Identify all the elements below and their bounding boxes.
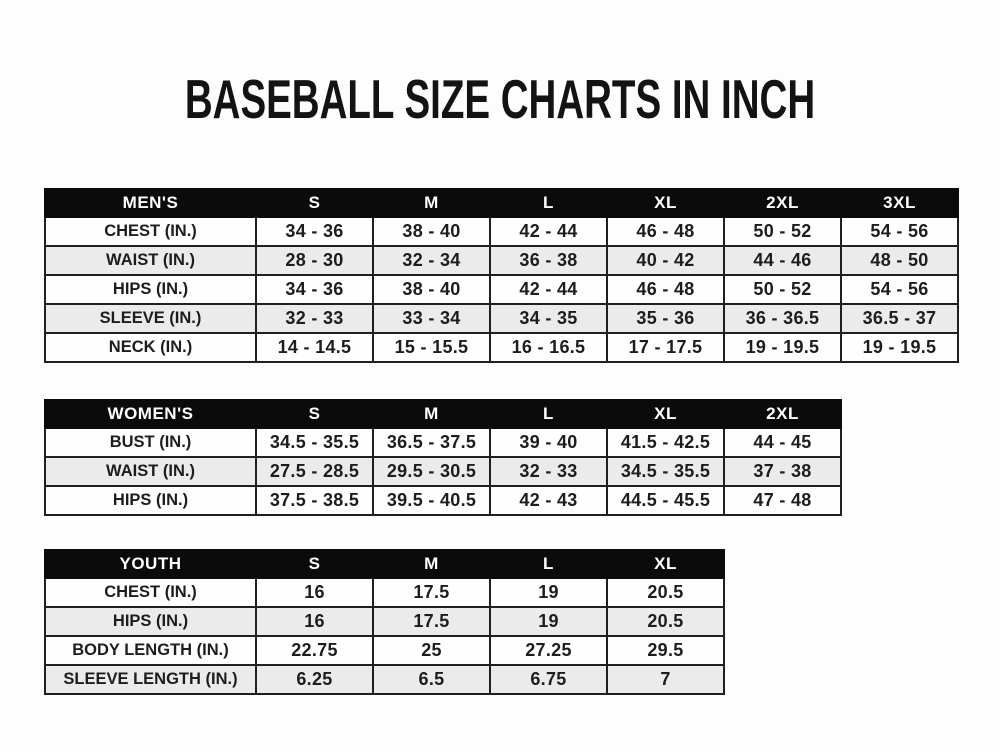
youth-size-table — [44, 549, 725, 695]
measurement-label: HIPS (IN.) — [45, 275, 256, 304]
measurement-label: BODY LENGTH (IN.) — [45, 636, 256, 665]
page-title: BASEBALL SIZE CHARTS IN INCH — [184, 68, 816, 130]
size-value-cell: 19 — [490, 607, 607, 636]
size-value-cell: 44 - 46 — [724, 246, 841, 275]
size-value-cell: 22.75 — [256, 636, 373, 665]
size-value-cell: 34.5 - 35.5 — [607, 457, 724, 486]
size-value-cell: 36.5 - 37 — [841, 304, 958, 333]
measurement-row — [45, 486, 841, 515]
size-column-header: 3XL — [841, 189, 958, 217]
measurement-label: WAIST (IN.) — [45, 457, 256, 486]
size-value-cell: 29.5 - 30.5 — [373, 457, 490, 486]
size-value-cell: 36 - 36.5 — [724, 304, 841, 333]
size-column-header: XL — [607, 189, 724, 217]
size-value-cell: 46 - 48 — [607, 275, 724, 304]
size-value-cell: 14 - 14.5 — [256, 333, 373, 362]
size-value-cell: 38 - 40 — [373, 217, 490, 246]
size-value-cell: 48 - 50 — [841, 246, 958, 275]
size-column-header: L — [490, 189, 607, 217]
size-value-cell: 34.5 - 35.5 — [256, 428, 373, 457]
size-value-cell: 46 - 48 — [607, 217, 724, 246]
header-row — [45, 400, 841, 428]
size-value-cell: 42 - 44 — [490, 275, 607, 304]
size-value-cell: 34 - 35 — [490, 304, 607, 333]
womens-group-label: WOMEN'S — [45, 400, 256, 428]
size-value-cell: 17.5 — [373, 578, 490, 607]
size-value-cell: 34 - 36 — [256, 275, 373, 304]
womens-size-table-section — [44, 399, 842, 516]
measurement-label: SLEEVE LENGTH (IN.) — [45, 665, 256, 694]
measurement-row — [45, 275, 958, 304]
size-column-header: S — [256, 550, 373, 578]
measurement-row — [45, 217, 958, 246]
size-value-cell: 25 — [373, 636, 490, 665]
size-value-cell: 6.5 — [373, 665, 490, 694]
mens-group-label: MEN'S — [45, 189, 256, 217]
size-value-cell: 19 - 19.5 — [841, 333, 958, 362]
size-column-header: XL — [607, 400, 724, 428]
measurement-label: BUST (IN.) — [45, 428, 256, 457]
size-value-cell: 41.5 - 42.5 — [607, 428, 724, 457]
womens-size-table — [44, 399, 842, 516]
size-value-cell: 37.5 - 38.5 — [256, 486, 373, 515]
size-value-cell: 47 - 48 — [724, 486, 841, 515]
size-column-header: S — [256, 189, 373, 217]
measurement-row — [45, 607, 724, 636]
mens-size-table — [44, 188, 959, 363]
measurement-label: SLEEVE (IN.) — [45, 304, 256, 333]
size-column-header: 2XL — [724, 189, 841, 217]
size-column-header: M — [373, 189, 490, 217]
size-value-cell: 37 - 38 — [724, 457, 841, 486]
size-value-cell: 20.5 — [607, 578, 724, 607]
size-value-cell: 39 - 40 — [490, 428, 607, 457]
measurement-label: CHEST (IN.) — [45, 578, 256, 607]
measurement-label: CHEST (IN.) — [45, 217, 256, 246]
measurement-row — [45, 304, 958, 333]
measurement-row — [45, 636, 724, 665]
measurement-row — [45, 246, 958, 275]
size-column-header: S — [256, 400, 373, 428]
size-value-cell: 34 - 36 — [256, 217, 373, 246]
size-value-cell: 32 - 34 — [373, 246, 490, 275]
measurement-label: NECK (IN.) — [45, 333, 256, 362]
size-column-header: M — [373, 550, 490, 578]
size-value-cell: 29.5 — [607, 636, 724, 665]
size-column-header: 2XL — [724, 400, 841, 428]
size-value-cell: 40 - 42 — [607, 246, 724, 275]
size-value-cell: 19 - 19.5 — [724, 333, 841, 362]
size-value-cell: 35 - 36 — [607, 304, 724, 333]
size-value-cell: 15 - 15.5 — [373, 333, 490, 362]
header-row — [45, 189, 958, 217]
measurement-row — [45, 333, 958, 362]
size-value-cell: 44 - 45 — [724, 428, 841, 457]
size-value-cell: 16 — [256, 578, 373, 607]
size-value-cell: 54 - 56 — [841, 275, 958, 304]
size-column-header: L — [490, 550, 607, 578]
size-value-cell: 17.5 — [373, 607, 490, 636]
size-value-cell: 42 - 44 — [490, 217, 607, 246]
size-value-cell: 50 - 52 — [724, 275, 841, 304]
measurement-label: HIPS (IN.) — [45, 607, 256, 636]
measurement-row — [45, 428, 841, 457]
size-value-cell: 28 - 30 — [256, 246, 373, 275]
size-value-cell: 27.25 — [490, 636, 607, 665]
header-row — [45, 550, 724, 578]
size-value-cell: 39.5 - 40.5 — [373, 486, 490, 515]
size-value-cell: 27.5 - 28.5 — [256, 457, 373, 486]
size-value-cell: 33 - 34 — [373, 304, 490, 333]
measurement-row — [45, 578, 724, 607]
size-value-cell: 44.5 - 45.5 — [607, 486, 724, 515]
size-column-header: M — [373, 400, 490, 428]
size-value-cell: 36.5 - 37.5 — [373, 428, 490, 457]
measurement-row — [45, 665, 724, 694]
size-value-cell: 17 - 17.5 — [607, 333, 724, 362]
size-value-cell: 36 - 38 — [490, 246, 607, 275]
size-value-cell: 19 — [490, 578, 607, 607]
size-column-header: L — [490, 400, 607, 428]
size-value-cell: 20.5 — [607, 607, 724, 636]
size-value-cell: 54 - 56 — [841, 217, 958, 246]
size-value-cell: 50 - 52 — [724, 217, 841, 246]
mens-size-table-section — [44, 188, 959, 363]
youth-size-table-section — [44, 549, 725, 695]
size-column-header: XL — [607, 550, 724, 578]
size-value-cell: 6.25 — [256, 665, 373, 694]
size-value-cell: 6.75 — [490, 665, 607, 694]
size-value-cell: 32 - 33 — [490, 457, 607, 486]
size-value-cell: 16 — [256, 607, 373, 636]
size-value-cell: 32 - 33 — [256, 304, 373, 333]
size-value-cell: 16 - 16.5 — [490, 333, 607, 362]
measurement-row — [45, 457, 841, 486]
size-value-cell: 38 - 40 — [373, 275, 490, 304]
measurement-label: WAIST (IN.) — [45, 246, 256, 275]
size-value-cell: 42 - 43 — [490, 486, 607, 515]
measurement-label: HIPS (IN.) — [45, 486, 256, 515]
youth-group-label: YOUTH — [45, 550, 256, 578]
size-value-cell: 7 — [607, 665, 724, 694]
